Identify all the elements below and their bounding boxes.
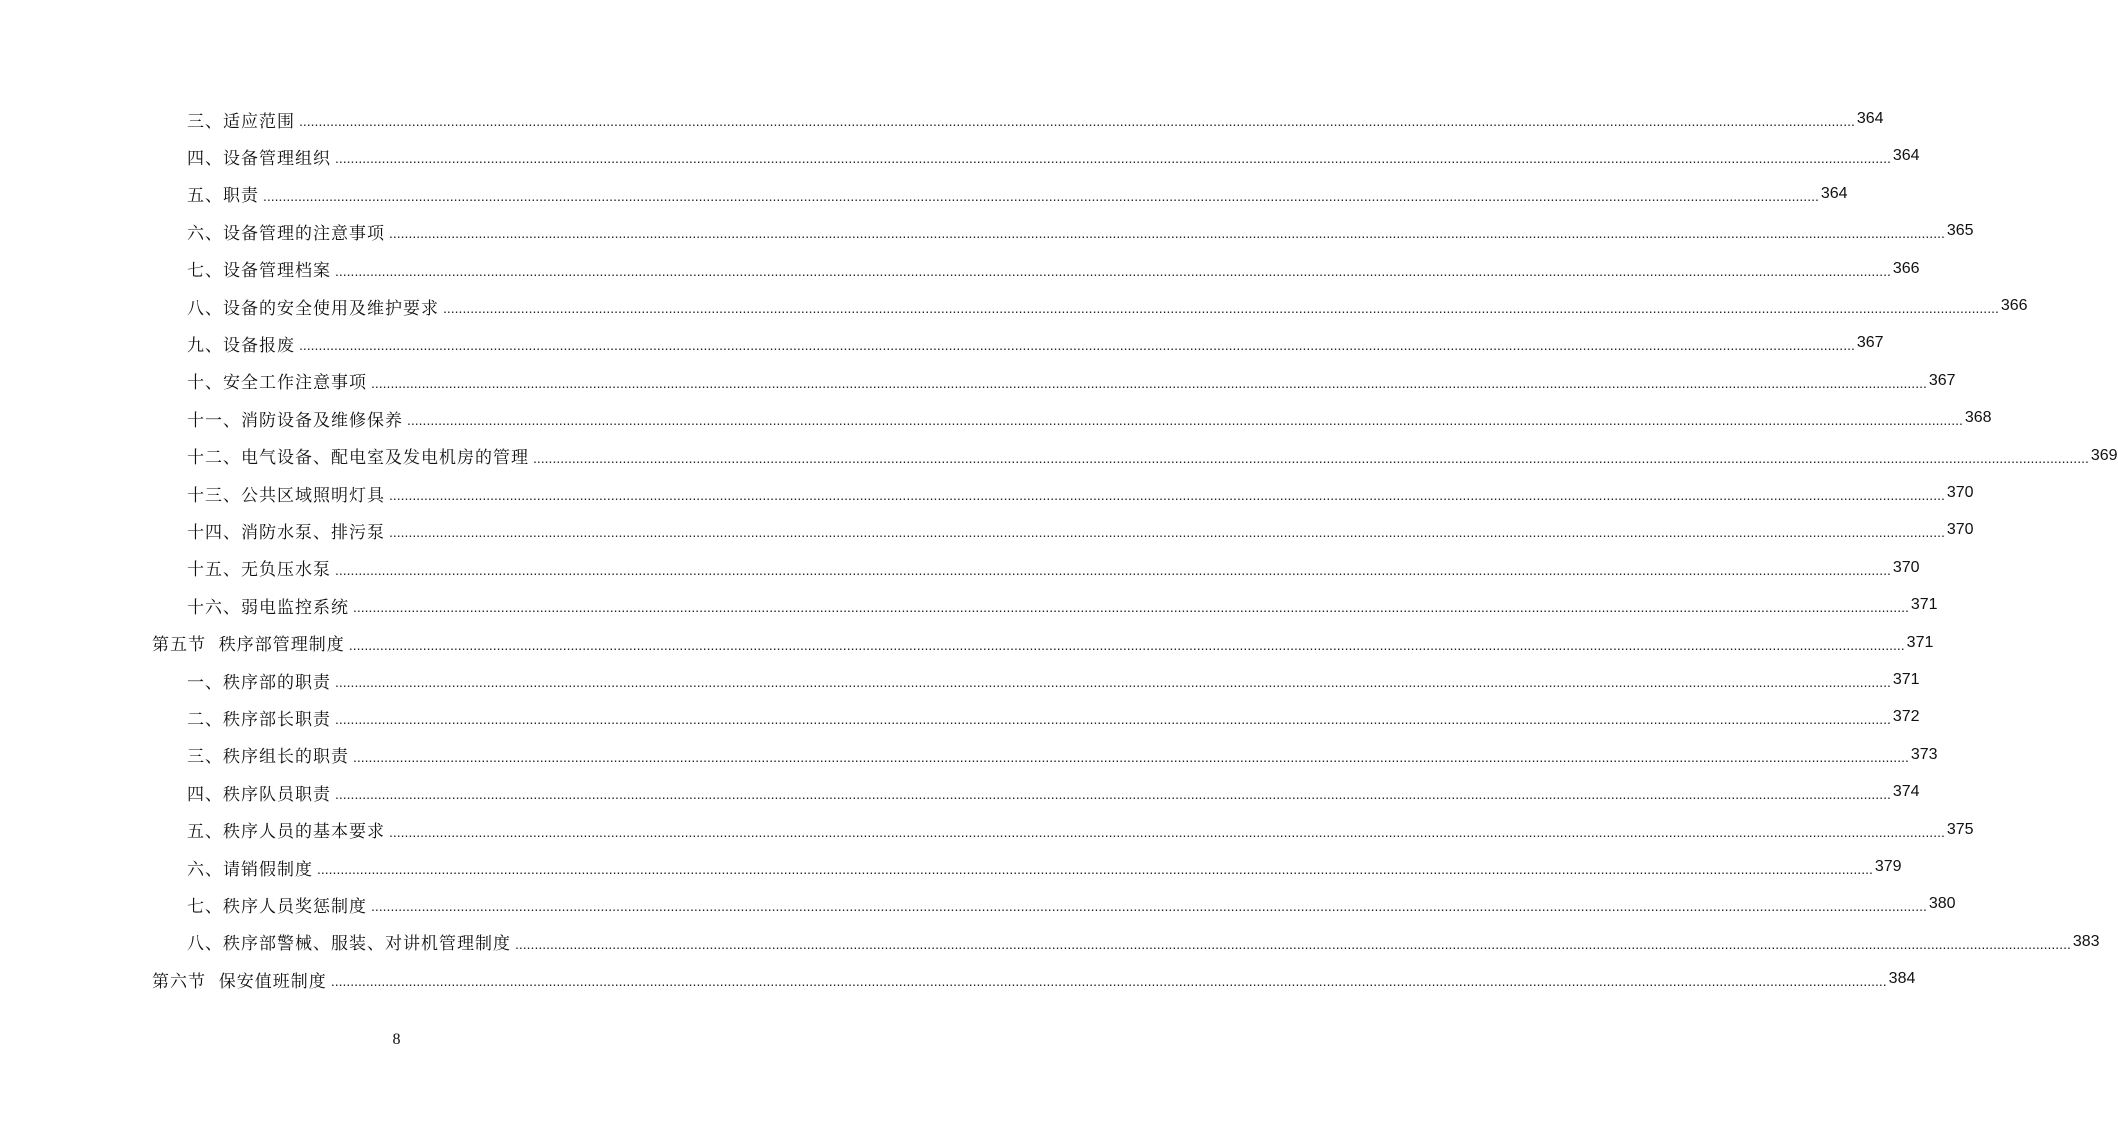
toc-entry-page: 370 — [1946, 521, 1974, 539]
toc-entry-title: 第六节 保安值班制度 — [152, 971, 327, 992]
dot-leader: ................................................................................................................................................................................................................................................................................................................................................................................................................ — [443, 300, 1999, 316]
toc-entry-page: 364 — [1892, 147, 1920, 165]
toc-entry[interactable] — [187, 100, 1884, 138]
dot-leader: ................................................................................................................................................................................................................................................................................................................................................................................................................ — [330, 973, 1887, 990]
dot-leader: ................................................................................................................................................................................................................................................................................................................................................................................................................ — [389, 524, 1945, 541]
toc-entry-page: 367 — [1856, 334, 1884, 352]
dot-leader: ................................................................................................................................................................................................................................................................................................................................................................................................................ — [335, 674, 1891, 690]
dot-leader: ................................................................................................................................................................................................................................................................................................................................................................................................................ — [371, 374, 1927, 391]
toc-entry[interactable] — [187, 175, 1848, 213]
toc-entry-title: 八、秩序部警械、服装、对讲机管理制度 — [187, 934, 511, 955]
toc-entry-page: 371 — [1910, 596, 1938, 614]
toc-section-entry[interactable] — [152, 624, 1934, 662]
toc-entry-title: 三、秩序组长的职责 — [187, 747, 349, 768]
dot-leader: ................................................................................................................................................................................................................................................................................................................................................................................................................ — [299, 113, 1855, 129]
toc-entry[interactable] — [187, 437, 2118, 475]
toc-entry[interactable] — [187, 474, 1974, 512]
toc-entry-page: 365 — [1946, 222, 1974, 240]
toc-entry-title: 八、设备的安全使用及维护要求 — [187, 298, 439, 319]
dot-leader: ................................................................................................................................................................................................................................................................................................................................................................................................................ — [335, 561, 1891, 578]
toc-entry[interactable] — [187, 923, 2100, 961]
toc-entry[interactable] — [187, 885, 1956, 923]
toc-entry-page: 371 — [1906, 633, 1934, 651]
toc-entry-page: 371 — [1892, 671, 1920, 688]
toc-section-entry[interactable] — [152, 960, 1916, 998]
toc-entry-title: 六、请销假制度 — [187, 859, 313, 880]
toc-entry-page: 380 — [1928, 895, 1956, 913]
dot-leader: ................................................................................................................................................................................................................................................................................................................................................................................................................ — [299, 337, 1855, 354]
toc-entry-page: 374 — [1892, 783, 1920, 801]
toc-entry-page: 368 — [1964, 409, 1992, 427]
toc-entry[interactable] — [187, 287, 2028, 325]
dot-leader: ................................................................................................................................................................................................................................................................................................................................................................................................................ — [317, 861, 1873, 877]
toc-entry-title: 五、职责 — [187, 186, 259, 207]
toc-entry[interactable] — [187, 399, 1992, 437]
toc-entry-title: 十、安全工作注意事项 — [187, 373, 367, 394]
toc-entry-page: 383 — [2072, 932, 2100, 950]
toc-entry[interactable] — [187, 250, 1920, 288]
toc-entry-page: 367 — [1928, 371, 1956, 389]
toc-entry-title: 三、适应范围 — [187, 111, 295, 132]
dot-leader: ................................................................................................................................................................................................................................................................................................................................................................................................................ — [407, 412, 1963, 429]
toc-entry-title: 十二、电气设备、配电室及发电机房的管理 — [187, 448, 529, 469]
dot-leader: ................................................................................................................................................................................................................................................................................................................................................................................................................ — [348, 636, 1905, 653]
toc-entry[interactable] — [187, 549, 1920, 587]
dot-leader: ................................................................................................................................................................................................................................................................................................................................................................................................................ — [389, 823, 1945, 840]
toc-entry[interactable] — [187, 511, 1974, 549]
dot-leader: ................................................................................................................................................................................................................................................................................................................................................................................................................ — [389, 487, 1945, 503]
toc-entry-page: 379 — [1874, 858, 1902, 875]
dot-leader: ................................................................................................................................................................................................................................................................................................................................................................................................................ — [371, 898, 1927, 915]
toc-entry-page: 384 — [1888, 970, 1916, 988]
toc-entry-page: 366 — [2000, 297, 2028, 314]
toc-entry-title: 七、设备管理档案 — [187, 261, 331, 282]
toc-entry[interactable] — [187, 586, 1938, 624]
toc-entry[interactable] — [187, 137, 1920, 175]
toc-entry-title: 四、设备管理组织 — [187, 148, 331, 169]
toc-entry-title: 二、秩序部长职责 — [187, 709, 331, 730]
toc-entry-page: 372 — [1892, 708, 1920, 726]
dot-leader: ................................................................................................................................................................................................................................................................................................................................................................................................................ — [389, 225, 1945, 242]
dot-leader: ................................................................................................................................................................................................................................................................................................................................................................................................................ — [335, 786, 1891, 803]
toc-entry-title: 十六、弱电监控系统 — [187, 597, 349, 618]
toc-entry[interactable] — [187, 661, 1920, 699]
dot-leader: ................................................................................................................................................................................................................................................................................................................................................................................................................ — [353, 748, 1909, 765]
toc-entry-page: 373 — [1910, 745, 1938, 763]
toc-entry-page: 364 — [1856, 110, 1884, 127]
toc-entry-page: 366 — [1892, 259, 1920, 277]
dot-leader: ................................................................................................................................................................................................................................................................................................................................................................................................................ — [515, 935, 2071, 952]
toc-entry[interactable] — [187, 736, 1938, 774]
toc-entry-title: 十一、消防设备及维修保养 — [187, 410, 403, 431]
toc-entry-title: 十三、公共区域照明灯具 — [187, 485, 385, 506]
toc-entry-title: 六、设备管理的注意事项 — [187, 223, 385, 244]
toc-entry[interactable] — [187, 811, 1974, 849]
toc-entry-title: 十五、无负压水泵 — [187, 560, 331, 581]
toc-entry-page: 370 — [1946, 484, 1974, 501]
toc-entry-title: 十四、消防水泵、排污泵 — [187, 522, 385, 543]
toc-entry-page: 370 — [1892, 558, 1920, 576]
toc-entry[interactable] — [187, 698, 1920, 736]
dot-leader: ................................................................................................................................................................................................................................................................................................................................................................................................................ — [335, 711, 1891, 728]
toc-entry-title: 七、秩序人员奖惩制度 — [187, 896, 367, 917]
dot-leader: ................................................................................................................................................................................................................................................................................................................................................................................................................ — [335, 262, 1891, 279]
toc-entry-page: 364 — [1820, 184, 1848, 202]
toc-entry-title: 九、设备报废 — [187, 335, 295, 356]
toc-entry-title: 四、秩序队员职责 — [187, 784, 331, 805]
toc-entry[interactable] — [187, 848, 1902, 886]
dot-leader: ................................................................................................................................................................................................................................................................................................................................................................................................................ — [335, 150, 1891, 167]
toc-entry[interactable] — [187, 324, 1884, 362]
toc-entry[interactable] — [187, 773, 1920, 811]
dot-leader: ................................................................................................................................................................................................................................................................................................................................................................................................................ — [533, 449, 2089, 466]
dot-leader: ................................................................................................................................................................................................................................................................................................................................................................................................................ — [353, 599, 1909, 616]
toc-entry-page: 369 — [2090, 446, 2118, 464]
dot-leader: ................................................................................................................................................................................................................................................................................................................................................................................................................ — [263, 187, 1819, 204]
toc-entry-page: 375 — [1946, 820, 1974, 838]
toc-entry[interactable] — [187, 362, 1956, 400]
toc-entry-title: 一、秩序部的职责 — [187, 672, 331, 693]
toc-entry-title: 第五节 秩序部管理制度 — [152, 635, 345, 656]
toc-entry[interactable] — [187, 212, 1974, 250]
page-number: 8 — [392, 1031, 401, 1048]
toc-entry-title: 五、秩序人员的基本要求 — [187, 822, 385, 843]
